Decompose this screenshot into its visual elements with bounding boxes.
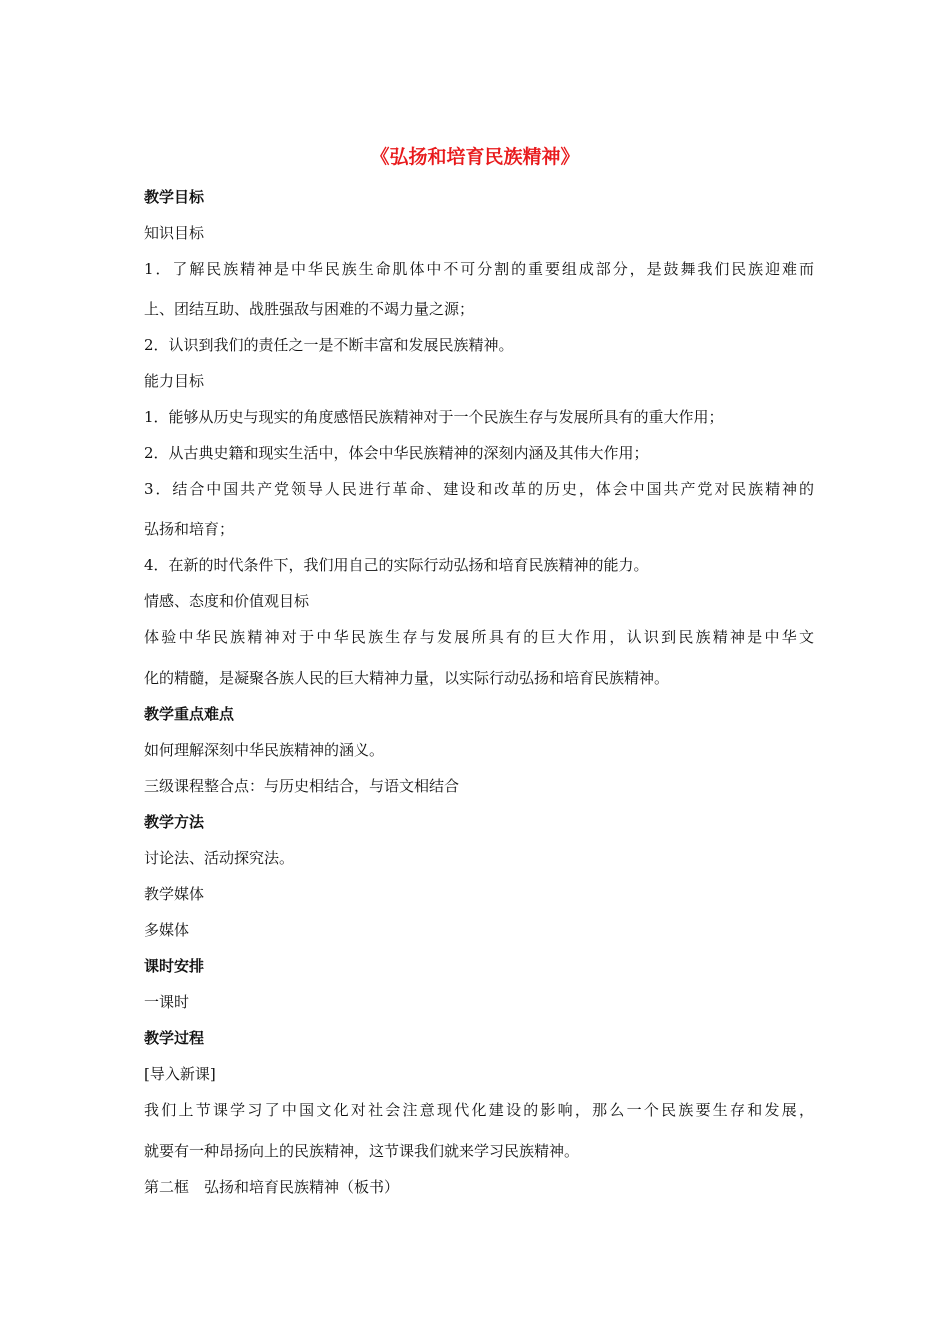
- ability-item-4: 4．在新的时代条件下，我们用自己的实际行动弘扬和培育民族精神的能力。: [144, 556, 649, 574]
- teaching-media-text: 多媒体: [144, 921, 190, 939]
- ability-item-2: 2．从古典史籍和现实生活中，体会中华民族精神的深刻内涵及其伟大作用；: [144, 444, 649, 462]
- teaching-methods-text: 讨论法、活动探究法。: [144, 849, 295, 867]
- ability-item-1: 1．能够从历史与现实的角度感悟民族精神对于一个民族生存与发展所具有的重大作用；: [144, 408, 724, 426]
- curriculum-integration-text: 三级课程整合点：与历史相结合，与语文相结合: [144, 777, 460, 795]
- subheading-teaching-media: 教学媒体: [144, 885, 205, 903]
- subheading-knowledge-goals: 知识目标: [144, 224, 205, 242]
- knowledge-item-2: 2．认识到我们的责任之一是不断丰富和发展民族精神。: [144, 336, 514, 354]
- subheading-emotion-goals: 情感、态度和价值观目标: [144, 592, 310, 610]
- ability-item-3-line-1: 3．结合中国共产党领导人民进行革命、建设和改革的历史，体会中国共产党对民族精神的: [144, 480, 814, 498]
- intro-label: [导入新课]: [144, 1065, 216, 1083]
- knowledge-item-1-line-1: 1．了解民族精神是中华民族生命肌体中不可分割的重要组成部分，是鼓舞我们民族迎难而: [144, 260, 814, 278]
- emotion-paragraph-line-2: 化的精髓，是凝聚各族人民的巨大精神力量，以实际行动弘扬和培育民族精神。: [144, 669, 670, 687]
- heading-key-difficulties: 教学重点难点: [144, 705, 235, 723]
- heading-teaching-goals: 教学目标: [144, 188, 205, 206]
- section-board-title: 第二框 弘扬和培育民族精神（板书）: [144, 1178, 400, 1196]
- ability-item-3-line-2: 弘扬和培育；: [144, 520, 235, 538]
- heading-teaching-methods: 教学方法: [144, 813, 205, 831]
- heading-teaching-process: 教学过程: [144, 1029, 205, 1047]
- emotion-paragraph-line-1: 体验中华民族精神对于中华民族生存与发展所具有的巨大作用，认识到民族精神是中华文: [144, 628, 814, 646]
- key-difficulty-text: 如何理解深刻中华民族精神的涵义。: [144, 741, 385, 759]
- class-schedule-text: 一课时: [144, 993, 190, 1011]
- document-title: 《弘扬和培育民族精神》: [370, 146, 580, 168]
- knowledge-item-1-line-2: 上、团结互助、战胜强敌与困难的不竭力量之源；: [144, 300, 475, 318]
- heading-class-schedule: 课时安排: [144, 957, 205, 975]
- subheading-ability-goals: 能力目标: [144, 372, 205, 390]
- intro-paragraph-line-2: 就要有一种昂扬向上的民族精神，这节课我们就来学习民族精神。: [144, 1142, 580, 1160]
- intro-paragraph-line-1: 我们上节课学习了中国文化对社会注意现代化建设的影响，那么一个民族要生存和发展，: [144, 1101, 814, 1119]
